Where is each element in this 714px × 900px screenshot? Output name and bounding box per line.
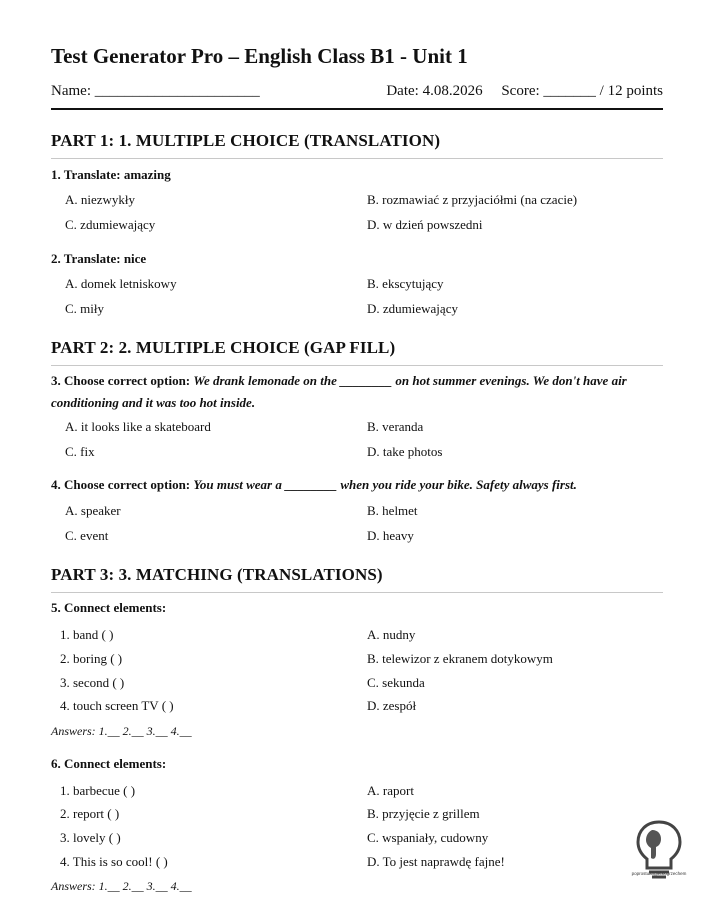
question-3: [51, 370, 663, 414]
section-divider: [51, 365, 663, 366]
option-b: B. ekscytujący: [367, 276, 444, 291]
option-a: A. speaker: [65, 503, 121, 518]
section-divider: [51, 592, 663, 593]
match-right-item: C. sekunda: [367, 675, 425, 690]
question-1: 1. Translate: amazing: [51, 167, 171, 182]
option-c: C. fix: [65, 444, 95, 459]
option-d: D. w dzień powszedni: [367, 217, 483, 232]
match-right-item: D. zespół: [367, 698, 417, 713]
question-sentence: conditioning and it was too hot inside.: [51, 395, 256, 410]
option-b: B. veranda: [367, 419, 424, 434]
match-right-item: A. raport: [367, 783, 414, 798]
answers-line: Answers: 1.__ 2.__ 3.__ 4.__: [51, 724, 192, 738]
section-divider: [51, 158, 663, 159]
match-left-item: 3. second ( ): [60, 675, 125, 690]
option-b: B. rozmawiać z przyjaciółmi (na czacie): [367, 192, 578, 207]
match-right-item: B. telewizor z ekranem dotykowym: [367, 651, 553, 666]
option-c: C. zdumiewający: [65, 217, 156, 232]
match-left-item: 2. report ( ): [60, 806, 120, 821]
part-2-section: [51, 338, 663, 366]
option-b: B. helmet: [367, 503, 418, 518]
option-a: A. it looks like a skateboard: [65, 419, 211, 434]
question-2: 2. Translate: nice: [51, 251, 147, 266]
match-left-item: 4. touch screen TV ( ): [60, 698, 174, 713]
match-right-item: C. wspaniały, cudowny: [367, 830, 489, 845]
logo-text: poprostuangielskigrzechem: [631, 871, 687, 876]
option-d: D. zdumiewający: [367, 301, 458, 316]
option-d: D. heavy: [367, 528, 414, 543]
header-divider: [51, 108, 663, 110]
option-c: C. miły: [65, 301, 105, 316]
page-title: Test Generator Pro – English Class B1 - Unit 1: [51, 44, 468, 68]
date-score: Date: 4.08.2026 Score: _______ / 12 points: [386, 83, 663, 99]
question-6: 6. Connect elements:: [51, 756, 167, 771]
match-right-item: B. przyjęcie z grillem: [367, 806, 480, 821]
part-1-section: [51, 131, 663, 159]
part-heading: PART 1: 1. MULTIPLE CHOICE (TRANSLATION): [51, 131, 441, 150]
part-heading: PART 3: 3. MATCHING (TRANSLATIONS): [51, 565, 383, 584]
option-a: A. niezwykły: [65, 192, 136, 207]
question-prompt: 3. Choose correct option:: [51, 373, 191, 388]
question-sentence: We drank lemonade on the ________ on hot summer evenings. We don't have air: [193, 373, 627, 388]
match-left-item: 1. band ( ): [60, 627, 114, 642]
match-right-item: A. nudny: [367, 627, 416, 642]
match-right-item: D. To jest naprawdę fajne!: [367, 854, 505, 869]
match-left-item: 1. barbecue ( ): [60, 783, 136, 798]
match-left-item: 3. lovely ( ): [60, 830, 121, 845]
option-a: A. domek letniskowy: [65, 276, 177, 291]
option-d: D. take photos: [367, 444, 443, 459]
name-field: Name: ______________________: [51, 83, 260, 99]
question-5: 5. Connect elements:: [51, 600, 167, 615]
part-heading: PART 2: 2. MULTIPLE CHOICE (GAP FILL): [51, 338, 396, 357]
part-3-section: [51, 565, 663, 593]
option-c: C. event: [65, 528, 109, 543]
question-4: [51, 474, 663, 496]
question-prompt: 4. Choose correct option:: [51, 477, 191, 492]
match-left-item: 2. boring ( ): [60, 651, 123, 666]
question-sentence: You must wear a ________ when you ride your bike. Safety always first.: [193, 477, 577, 492]
match-left-item: 4. This is so cool! ( ): [60, 854, 168, 869]
answers-line: Answers: 1.__ 2.__ 3.__ 4.__: [51, 879, 192, 893]
